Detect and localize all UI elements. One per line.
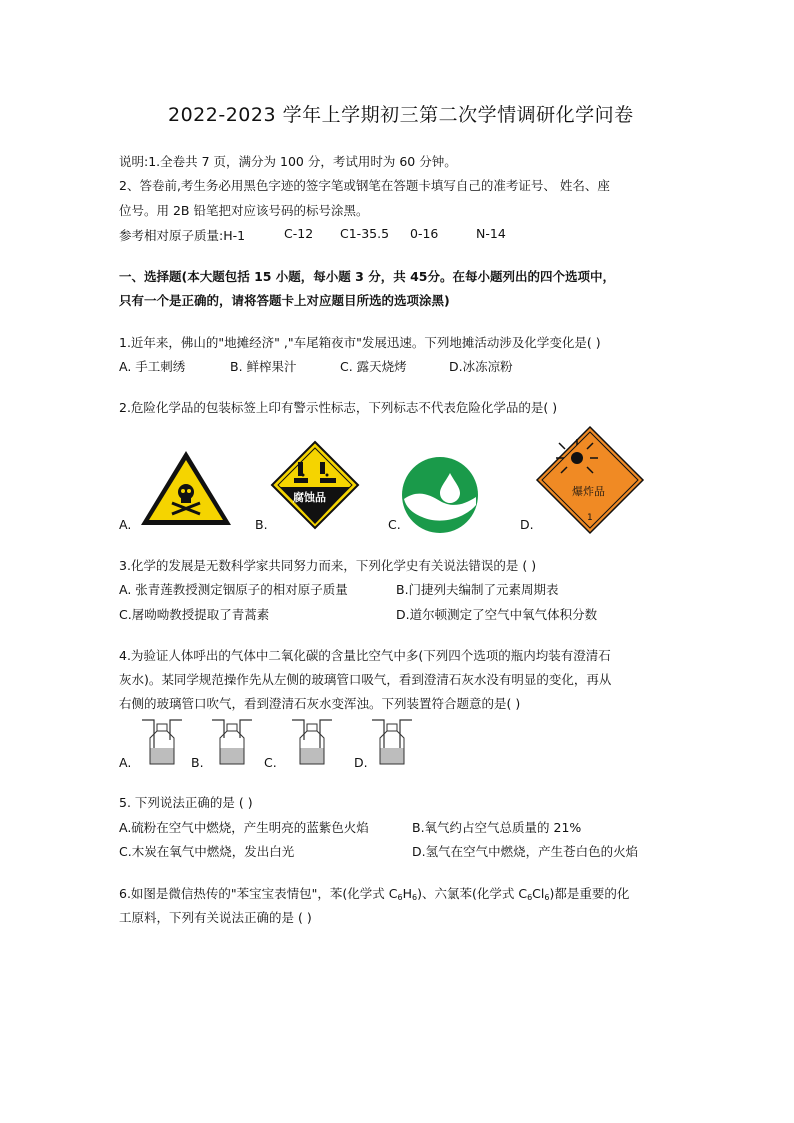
gas-bottle-b-icon bbox=[210, 716, 254, 768]
q6-text-b: )、六氯苯(化学式 C bbox=[417, 886, 528, 901]
q2-stem: 2.危险化学品的包装标签上印有警示性标志，下列标志不代表危险化学品的是( ) bbox=[119, 400, 558, 415]
q2-option-a: A. bbox=[119, 517, 132, 532]
gas-bottle-a-icon bbox=[140, 716, 184, 768]
q5-stem: 5. 下列说法正确的是 ( ) bbox=[119, 795, 253, 810]
q4-option-d: D. bbox=[354, 755, 368, 770]
toxic-sign-icon bbox=[138, 448, 234, 528]
q4-option-a: A. bbox=[119, 755, 132, 770]
q4-stem-line3: 右侧的玻璃管口吹气，看到澄清石灰水变浑浊。下列装置符合题意的是( ) bbox=[119, 696, 521, 711]
green-drop-logo-icon bbox=[400, 455, 480, 535]
gas-bottle-c-icon bbox=[290, 716, 334, 768]
q5-option-b: B.氧气约占空气总质量的 21% bbox=[412, 820, 582, 835]
q6-sub-cl6: 6 bbox=[544, 893, 550, 902]
q3-option-d: D.道尔顿测定了空气中氧气体积分数 bbox=[396, 607, 598, 622]
atomic-mass-cl: C1-35.5 bbox=[340, 226, 390, 241]
q1-option-a: A. 手工刺绣 bbox=[119, 359, 186, 374]
note-line-2a: 2、答卷前,考生务必用黑色字迹的签字笔或钢笔在答题卡填写自己的准考证号、 姓名、座 bbox=[119, 178, 610, 193]
q5-option-d: D.氢气在空气中燃烧，产生苍白色的火焰 bbox=[412, 844, 639, 859]
q5-option-c: C.木炭在氧气中燃烧，发出白光 bbox=[119, 844, 295, 859]
q1-option-c: C. 露天烧烤 bbox=[340, 359, 407, 374]
q6-sub-c6-b: 6 bbox=[527, 893, 533, 902]
q1-option-d: D.冰冻凉粉 bbox=[449, 359, 513, 374]
q3-option-b: B.门捷列夫编制了元素周期表 bbox=[396, 582, 559, 597]
q6-sub-c6: 6 bbox=[397, 893, 403, 902]
corrosive-sign-label: 腐蚀品 bbox=[293, 491, 326, 504]
q6-stem-line1 bbox=[119, 884, 629, 902]
explosive-sign-label: 爆炸品 bbox=[572, 485, 605, 498]
q4-stem-line1: 4.为验证人体呼出的气体中二氧化碳的含量比空气中多(下列四个选项的瓶内均装有澄清石 bbox=[119, 648, 611, 663]
q1-option-b: B. 鲜榨果汁 bbox=[230, 359, 297, 374]
q6-sub-h6: 6 bbox=[412, 893, 418, 902]
q1-stem: 1.近年来，佛山的"地摊经济" ,"车尾箱夜市"发展迅速。下列地摊活动涉及化学变化是( ) bbox=[119, 335, 601, 350]
q4-option-b: B. bbox=[191, 755, 204, 770]
q5-option-a: A.硫粉在空气中燃烧，产生明亮的蓝紫色火焰 bbox=[119, 820, 369, 835]
corrosive-sign-icon bbox=[270, 440, 360, 530]
q3-option-c: C.屠呦呦教授提取了青蒿素 bbox=[119, 607, 270, 622]
q6-text-c: )都是重要的化 bbox=[549, 886, 630, 901]
q6-text-a: 6.如图是微信热传的"苯宝宝表情包"，苯(化学式 C bbox=[119, 886, 398, 901]
section1-heading-line2: 只有一个是正确的，请将答题卡上对应题目所选的选项涂黑) bbox=[119, 293, 450, 308]
q4-option-c: C. bbox=[264, 755, 277, 770]
section1-heading-line1: 一、选择题(本大题包括 15 小题，每小题 3 分，共 45分。在每小题列出的四个选项中， bbox=[119, 269, 615, 284]
note-line-1: 说明:1.全卷共 7 页，满分为 100 分，考试用时为 60 分钟。 bbox=[119, 154, 457, 169]
q2-option-b: B. bbox=[255, 517, 268, 532]
q2-option-d: D. bbox=[520, 517, 534, 532]
q2-option-c: C. bbox=[388, 517, 401, 532]
q6-text-h: H bbox=[402, 886, 413, 901]
atomic-mass-n: N-14 bbox=[476, 226, 506, 241]
q3-stem: 3.化学的发展是无数科学家共同努力而来，下列化学史有关说法错误的是 ( ) bbox=[119, 558, 537, 573]
atomic-mass-label: 参考相对原子质量:H-1 bbox=[119, 228, 246, 243]
explosive-sign-class: 1 bbox=[587, 513, 593, 523]
q3-option-a: A. 张青莲教授测定铟原子的相对原子质量 bbox=[119, 582, 348, 597]
page-title: 2022-2023 学年上学期初三第二次学情调研化学问卷 bbox=[168, 104, 634, 126]
atomic-mass-o: 0-16 bbox=[410, 226, 439, 241]
gas-bottle-d-icon bbox=[370, 716, 414, 768]
q6-stem-line2: 工原料，下列有关说法正确的是 ( ) bbox=[119, 910, 312, 925]
note-line-2b: 位号。用 2B 铅笔把对应该号码的标号涂黑。 bbox=[119, 203, 369, 218]
q6-text-cl: Cl bbox=[532, 886, 545, 901]
q4-stem-line2: 灰水)。某同学规范操作先从左侧的玻璃管口吸气，看到澄清石灰水没有明显的变化，再从 bbox=[119, 672, 612, 687]
atomic-mass-c: C-12 bbox=[284, 226, 314, 241]
